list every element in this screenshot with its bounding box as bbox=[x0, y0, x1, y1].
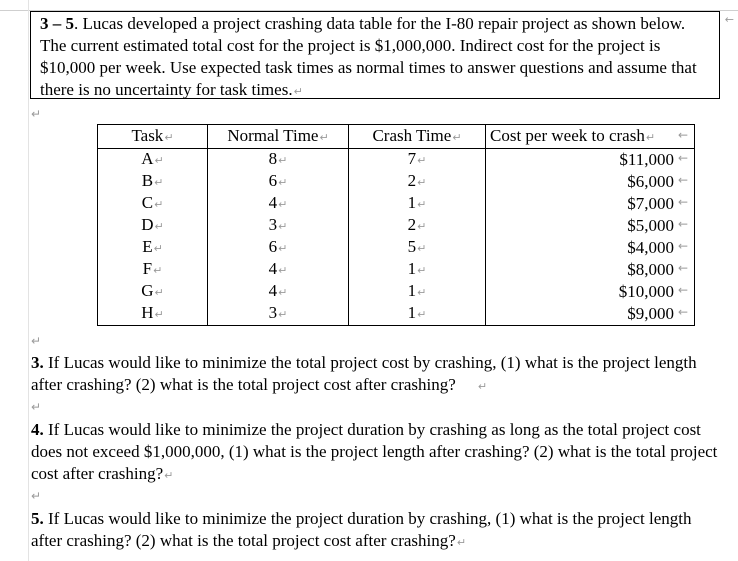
cell-task: E↵ bbox=[98, 237, 208, 259]
cell-task: A↵ bbox=[98, 149, 208, 172]
row-end-mark: ← bbox=[678, 305, 689, 319]
cell-crash-time: 2↵ bbox=[349, 215, 486, 237]
row-end-mark: ← bbox=[678, 261, 689, 275]
cell-mark: ↵ bbox=[645, 130, 656, 144]
cell-crash-time: 1↵ bbox=[349, 281, 486, 303]
cell-normal-time: 8↵ bbox=[208, 149, 349, 172]
header-normal-time: Normal Time↵ bbox=[208, 125, 349, 149]
row-end-mark: ← bbox=[678, 239, 689, 253]
cell-mark: ↵ bbox=[278, 308, 288, 321]
cell-mark: ↵ bbox=[154, 286, 164, 299]
cell-normal-time: 6↵ bbox=[208, 237, 349, 259]
cell-crash-time: 1↵ bbox=[349, 303, 486, 326]
cell-mark: ↵ bbox=[417, 242, 427, 255]
cell-cost: $9,000 bbox=[486, 303, 695, 326]
question-text: If Lucas would like to minimize the total project cost by crashing, (1) what is the project length after crashing? (2) what is the total project cost after crashing? bbox=[31, 353, 697, 394]
cell-mark: ↵ bbox=[417, 286, 427, 299]
cell-crash-time: 5↵ bbox=[349, 237, 486, 259]
table-row bbox=[98, 149, 695, 172]
paragraph-mark: ↵ bbox=[31, 400, 42, 414]
question-number: 5. bbox=[31, 509, 44, 528]
cell-mark: ↵ bbox=[278, 154, 288, 167]
cell-cost: $8,000 bbox=[486, 259, 695, 281]
cell-cost: $4,000 bbox=[486, 237, 695, 259]
cell-normal-time: 4↵ bbox=[208, 193, 349, 215]
crash-data-table bbox=[97, 124, 695, 326]
question-text: If Lucas would like to minimize the project duration by crashing, (1) what is the project length after crashing? (2) what is the total project cost after crashing? bbox=[31, 509, 692, 550]
paragraph-mark: ↵ bbox=[477, 380, 488, 393]
cell-cost: $10,000 bbox=[486, 281, 695, 303]
cell-mark: ↵ bbox=[417, 264, 427, 277]
header-cost-per-week: Cost per week to crash↵ bbox=[486, 125, 695, 149]
table-row bbox=[98, 237, 695, 259]
row-end-mark: ← bbox=[678, 195, 689, 209]
paragraph-mark: ↵ bbox=[31, 489, 42, 503]
cell-mark: ↵ bbox=[452, 130, 462, 144]
question-number: 3. bbox=[31, 353, 44, 372]
question-3 bbox=[31, 352, 721, 398]
paragraph-mark: ↵ bbox=[31, 334, 42, 348]
cell-crash-time: 1↵ bbox=[349, 259, 486, 281]
row-end-mark: ← bbox=[678, 283, 689, 297]
question-number: 4. bbox=[31, 420, 44, 439]
row-end-mark: ← bbox=[678, 217, 689, 231]
header-task: Task↵ bbox=[98, 125, 208, 149]
paragraph-mark: ↵ bbox=[31, 107, 42, 121]
table-header-row bbox=[98, 125, 695, 149]
cell-mark: ↵ bbox=[417, 154, 427, 167]
header-crash-time: Crash Time↵ bbox=[349, 125, 486, 149]
table-row bbox=[98, 259, 695, 281]
table-row bbox=[98, 193, 695, 215]
table-row bbox=[98, 303, 695, 326]
intro-box bbox=[30, 11, 720, 99]
paragraph-mark: ↵ bbox=[293, 85, 303, 98]
left-margin-guide bbox=[28, 0, 29, 561]
cell-mark: ↵ bbox=[164, 130, 174, 144]
cell-mark: ↵ bbox=[278, 198, 288, 211]
cell-cost: $11,000 bbox=[486, 149, 695, 172]
cell-crash-time: 2↵ bbox=[349, 171, 486, 193]
cell-task: C↵ bbox=[98, 193, 208, 215]
cell-mark: ↵ bbox=[154, 308, 164, 321]
cell-normal-time: 6↵ bbox=[208, 171, 349, 193]
question-text: If Lucas would like to minimize the project duration by crashing as long as the total project cost does not exceed $1,000,000, (1) what is the project length after crashing? (2) what is the total project cost after crashing? bbox=[31, 420, 718, 483]
cell-cost: $7,000 bbox=[486, 193, 695, 215]
row-end-mark: ← bbox=[678, 173, 689, 187]
cell-mark: ↵ bbox=[154, 154, 164, 167]
cell-mark: ↵ bbox=[319, 130, 329, 144]
cell-mark: ↵ bbox=[278, 220, 288, 233]
cell-mark: ↵ bbox=[278, 176, 288, 189]
cell-task: G↵ bbox=[98, 281, 208, 303]
cell-cost: $6,000 bbox=[486, 171, 695, 193]
cell-task: H↵ bbox=[98, 303, 208, 326]
cell-normal-time: 4↵ bbox=[208, 259, 349, 281]
question-5 bbox=[31, 508, 721, 554]
cell-mark: ↵ bbox=[278, 242, 288, 255]
table-row bbox=[98, 171, 695, 193]
cell-normal-time: 3↵ bbox=[208, 215, 349, 237]
cell-normal-time: 3↵ bbox=[208, 303, 349, 326]
cell-mark: ↵ bbox=[278, 264, 288, 277]
cell-mark: ↵ bbox=[154, 176, 164, 189]
intro-text: . Lucas developed a project crashing data table for the I-80 repair project as shown below. The current estimated total cost for the project is $1,000,000. Indirect cost for the project is $10,000 per week. Use expected task times as normal times to answer questions and assume that there is no uncertainty for task times. bbox=[40, 14, 697, 99]
cell-mark: ↵ bbox=[153, 264, 163, 277]
cell-crash-time: 7↵ bbox=[349, 149, 486, 172]
cell-task: B↵ bbox=[98, 171, 208, 193]
table-row bbox=[98, 215, 695, 237]
row-end-mark: ← bbox=[724, 13, 734, 26]
cell-mark: ↵ bbox=[154, 220, 164, 233]
paragraph-mark: ↵ bbox=[456, 536, 467, 549]
cell-normal-time: 4↵ bbox=[208, 281, 349, 303]
cell-cost: $5,000 bbox=[486, 215, 695, 237]
row-end-mark: ← bbox=[678, 151, 689, 165]
cell-mark: ↵ bbox=[153, 242, 163, 255]
cell-mark: ↵ bbox=[417, 308, 427, 321]
cell-mark: ↵ bbox=[417, 220, 427, 233]
cell-task: D↵ bbox=[98, 215, 208, 237]
cell-crash-time: 1↵ bbox=[349, 193, 486, 215]
question-4 bbox=[31, 419, 721, 487]
cell-mark: ↵ bbox=[417, 198, 427, 211]
cell-mark: ↵ bbox=[278, 286, 288, 299]
cell-mark: ↵ bbox=[154, 198, 164, 211]
cell-mark: ↵ bbox=[417, 176, 427, 189]
intro-number: 3 – 5 bbox=[40, 14, 74, 33]
table-row bbox=[98, 281, 695, 303]
paragraph-mark: ↵ bbox=[164, 469, 174, 482]
row-end-mark: ← bbox=[678, 128, 689, 142]
cell-task: F↵ bbox=[98, 259, 208, 281]
